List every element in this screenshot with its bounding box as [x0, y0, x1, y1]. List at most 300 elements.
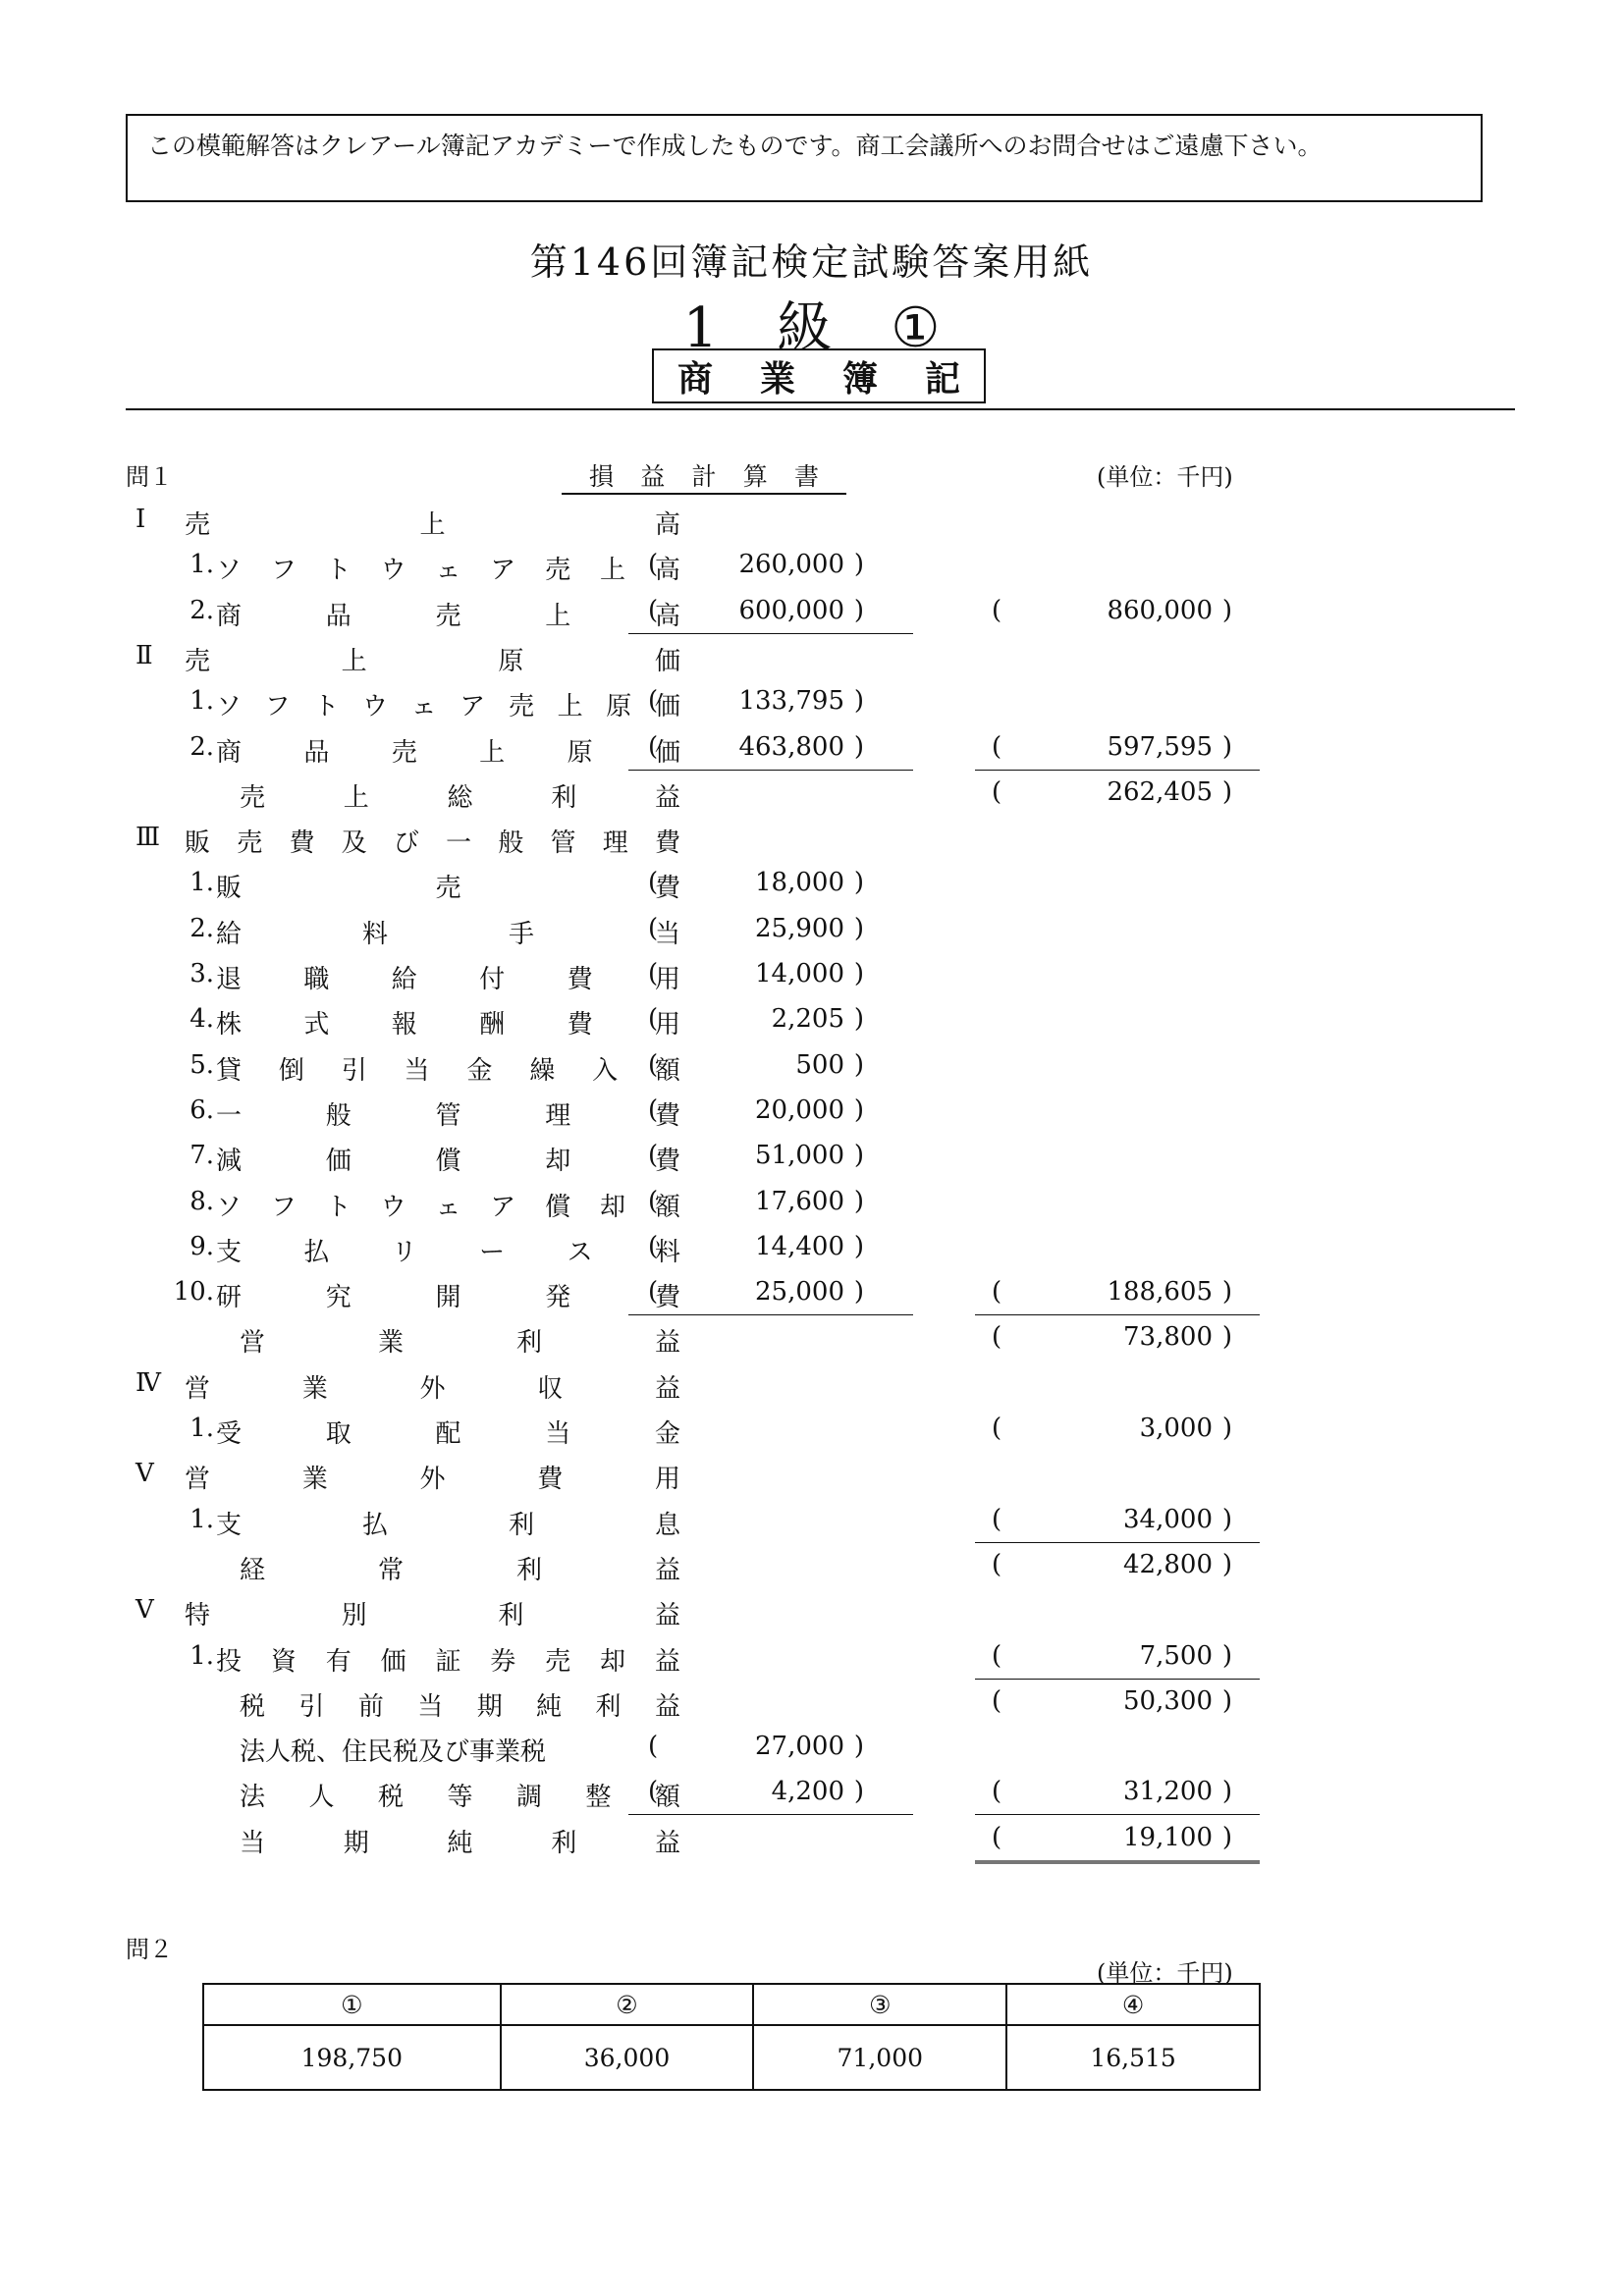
row-label-char: 配	[435, 1419, 461, 1449]
row-label-char: 営	[185, 1465, 211, 1495]
total-amount	[980, 1686, 1240, 1722]
statement-row	[126, 1681, 1265, 1726]
paren-open: (	[648, 1095, 659, 1125]
item-number: 10.	[173, 1277, 214, 1308]
row-label-char: び	[393, 828, 419, 859]
statement-row	[126, 908, 1265, 953]
row-label-char: 上	[341, 646, 367, 676]
statement-row	[126, 1817, 1265, 1862]
amount-value: 19,100	[1123, 1822, 1213, 1852]
answer-cell: 16,515	[1006, 2025, 1260, 2090]
row-label-char: 受	[216, 1419, 243, 1449]
header-cell: ②	[501, 1984, 754, 2025]
paren-close: )	[853, 550, 864, 580]
amount-value: 500	[795, 1049, 844, 1080]
paren-open: (	[648, 913, 659, 943]
q2-unit: (単位：千円)	[1097, 1959, 1233, 1987]
statement-row	[126, 590, 1265, 635]
paren-open: (	[992, 1777, 1002, 1807]
row-label	[216, 1050, 680, 1087]
row-label	[185, 641, 680, 677]
item-number: 9.	[189, 1231, 214, 1261]
statement-title-char: 益	[640, 462, 666, 491]
row-label-char: 取	[325, 1419, 352, 1449]
detail-amount	[636, 732, 872, 768]
statement-row	[126, 1135, 1265, 1180]
row-label-char: 費	[537, 1465, 564, 1495]
amount-value: 27,000	[755, 1732, 844, 1762]
row-label-char: 発	[545, 1283, 571, 1313]
row-label-char: 税	[377, 1783, 404, 1813]
row-label-char: ソ	[216, 692, 243, 722]
row-label-char: 商	[216, 601, 243, 631]
row-label-char: 当	[417, 1691, 444, 1722]
paren-open: (	[992, 1504, 1002, 1534]
paren-open: (	[992, 731, 1002, 762]
row-label-char: 外	[419, 1465, 446, 1495]
paren-close: )	[1221, 1640, 1232, 1671]
row-label-char: 高	[654, 601, 680, 631]
item-number: 6.	[189, 1095, 214, 1125]
paren-close: )	[853, 686, 864, 717]
paren-close: )	[1221, 731, 1232, 762]
q1-unit: (単位：千円)	[1097, 463, 1233, 491]
row-label-char: 上	[343, 782, 369, 813]
row-label-char: 前	[357, 1691, 384, 1722]
row-label-char: 給	[216, 919, 243, 949]
detail-amount	[636, 868, 872, 903]
row-label-char: 投	[216, 1646, 243, 1677]
paren-close: )	[1221, 1504, 1232, 1534]
row-label-char: 額	[654, 1783, 680, 1813]
row-label	[216, 1414, 680, 1450]
total-underline	[975, 1814, 1260, 1815]
row-label-char: 売	[237, 828, 263, 859]
row-label	[185, 1595, 680, 1631]
row-label-char: 及	[341, 828, 367, 859]
row-label-char: ェ	[410, 692, 437, 722]
row-label	[216, 1095, 680, 1132]
row-label-char: 費	[654, 1100, 680, 1131]
subtotal-underline	[628, 633, 913, 634]
row-label-char: 当	[240, 1828, 266, 1858]
row-label-char: 原	[567, 737, 593, 768]
answer-cell: 36,000	[501, 2025, 754, 2090]
row-label-char: 業	[301, 1373, 328, 1404]
amount-value: 188,605	[1107, 1277, 1213, 1308]
paren-close: )	[1221, 595, 1232, 625]
row-label-char: ソ	[216, 556, 243, 586]
row-label-char: 販	[185, 828, 211, 859]
paren-close: )	[853, 731, 864, 762]
row-label-char: 人	[308, 1783, 335, 1813]
row-label	[185, 1459, 680, 1495]
detail-amount	[636, 1232, 872, 1267]
row-label-char: 営	[185, 1373, 211, 1404]
row-label-char: 品	[303, 737, 330, 768]
item-number: 5.	[189, 1049, 214, 1080]
detail-amount	[636, 1277, 872, 1312]
statement-title-char: 算	[742, 462, 768, 491]
row-label-char: 業	[377, 1328, 404, 1359]
row-label-char: 法人税、住民税及び事業税	[240, 1737, 547, 1768]
answer-cell: 71,000	[753, 2025, 1006, 2090]
paren-open: (	[648, 1777, 659, 1807]
row-label-char: 支	[216, 1237, 243, 1267]
paren-close: )	[853, 1004, 864, 1035]
row-label	[216, 1277, 680, 1313]
row-label-char: 収	[537, 1373, 564, 1404]
statement-title-char: 損	[589, 462, 615, 491]
row-label-char: 法	[240, 1783, 266, 1813]
row-label	[240, 1550, 680, 1586]
paren-close: )	[1221, 1685, 1232, 1716]
row-label-char: フ	[264, 692, 291, 722]
row-label-char: 上	[557, 692, 583, 722]
item-number: 1.	[189, 1504, 214, 1534]
item-number: 1.	[189, 550, 214, 580]
row-label-char: ア	[490, 556, 516, 586]
total-amount	[980, 1414, 1240, 1449]
header-cell: ③	[753, 1984, 1006, 2025]
row-label-char: ェ	[435, 556, 461, 586]
statement-row	[126, 1226, 1265, 1271]
row-label-char: 支	[216, 1510, 243, 1540]
row-label-char: 職	[303, 965, 330, 994]
paren-open: (	[992, 1822, 1002, 1852]
row-label-char: 外	[419, 1373, 446, 1404]
subject-char: 業	[759, 358, 795, 400]
statement-row	[126, 772, 1265, 817]
row-label	[216, 914, 680, 950]
amount-value: 31,200	[1123, 1777, 1213, 1807]
statement-row	[126, 1771, 1265, 1816]
amount-value: 463,800	[738, 731, 844, 762]
paren-open: (	[992, 776, 1002, 807]
row-label-char: 高	[654, 556, 680, 586]
row-label-char: 整	[585, 1783, 612, 1813]
row-label-char: 売	[435, 601, 461, 631]
row-label-char: 上	[545, 601, 571, 631]
row-label-char: 開	[435, 1283, 461, 1313]
detail-amount	[636, 1777, 872, 1812]
amount-value: 14,400	[755, 1231, 844, 1261]
row-label-char: ウ	[361, 692, 388, 722]
row-label-char: ウ	[380, 556, 406, 586]
paren-close: )	[853, 868, 864, 898]
row-label-char: 酬	[479, 1010, 506, 1041]
row-label-char: 価	[325, 1147, 352, 1177]
statement-row	[126, 1408, 1265, 1453]
total-amount	[980, 1550, 1240, 1585]
statement-row	[126, 1499, 1265, 1544]
detail-amount	[636, 1141, 872, 1176]
paren-close: )	[853, 1231, 864, 1261]
row-label-char: 特	[185, 1601, 211, 1631]
section-numeral: Ⅲ	[135, 823, 161, 853]
row-label-char: 用	[654, 1465, 680, 1495]
total-amount	[980, 1505, 1240, 1540]
notice-text: この模範解答はクレアール簿記アカデミーで作成したものです。商工会議所へのお問合せはご遠慮下さい。	[147, 132, 1323, 160]
detail-amount	[636, 1732, 872, 1767]
paren-open: (	[648, 1004, 659, 1035]
section-numeral: Ⅴ	[135, 1459, 154, 1489]
row-label-char: 引	[341, 1055, 367, 1086]
paren-open: (	[648, 731, 659, 762]
statement-row	[126, 1453, 1265, 1498]
row-label-char: 利	[515, 1555, 542, 1585]
item-number: 1.	[189, 868, 214, 898]
row-label-char: 上	[600, 556, 626, 586]
row-label-char: リ	[391, 1237, 417, 1267]
row-label	[216, 686, 680, 722]
paren-close: )	[1221, 1822, 1232, 1852]
row-label-char: フ	[270, 556, 297, 586]
paren-open: (	[648, 959, 659, 988]
row-label-char: ア	[490, 1192, 516, 1222]
row-label	[216, 868, 680, 904]
total-underline	[975, 770, 1260, 771]
row-label-char: 付	[479, 965, 506, 994]
paren-open: (	[992, 1322, 1002, 1353]
amount-value: 20,000	[755, 1095, 844, 1125]
row-label-char: 益	[654, 1601, 680, 1631]
paren-open: (	[648, 1186, 659, 1216]
row-label-char: 利	[551, 1828, 577, 1858]
statement-row	[126, 680, 1265, 725]
paren-close: )	[853, 1095, 864, 1125]
header-cell: ①	[203, 1984, 501, 2025]
row-label-char: 販	[216, 874, 243, 904]
statement-row	[126, 1362, 1265, 1408]
paren-open: (	[648, 595, 659, 625]
paren-open: (	[992, 1277, 1002, 1308]
row-label-char: 費	[654, 1283, 680, 1313]
paren-open: (	[992, 1685, 1002, 1716]
row-label-char: 常	[377, 1555, 404, 1585]
row-label-char: ー	[479, 1237, 506, 1267]
amount-value: 17,600	[755, 1186, 844, 1216]
amount-value: 2,205	[771, 1004, 844, 1035]
table-row	[203, 2025, 1260, 2090]
row-label-char: フ	[270, 1192, 297, 1222]
row-label-char: 売	[240, 782, 266, 813]
row-label-char: 税	[240, 1691, 266, 1722]
row-label-char: 一	[216, 1100, 243, 1131]
row-label-char: 金	[654, 1419, 680, 1449]
row-label-char: 利	[551, 782, 577, 813]
item-number: 2.	[189, 913, 214, 943]
row-label-char: 株	[216, 1010, 243, 1041]
row-label	[216, 959, 680, 995]
statement-row	[126, 726, 1265, 772]
row-label-char: 入	[592, 1055, 619, 1086]
total-amount	[980, 596, 1240, 631]
total-amount	[980, 777, 1240, 813]
row-label-char: 期	[343, 1828, 369, 1858]
exam-title: 第146回簿記検定試験答案用紙	[529, 240, 1094, 284]
row-label-char: 利	[515, 1328, 542, 1359]
row-label-char: 払	[361, 1510, 388, 1540]
total-amount	[980, 1641, 1240, 1677]
paren-open: (	[648, 868, 659, 898]
row-label	[240, 777, 680, 814]
row-label-char: 等	[447, 1783, 473, 1813]
section-numeral: Ⅴ	[135, 1595, 154, 1626]
row-label-char: ス	[567, 1237, 593, 1267]
row-label-char: 益	[654, 1828, 680, 1858]
paren-open: (	[992, 1414, 1002, 1443]
statement-row	[126, 1589, 1265, 1634]
row-label-char: 退	[216, 965, 243, 994]
row-label-char: ソ	[216, 1192, 243, 1222]
statement-row	[126, 1726, 1265, 1771]
row-label	[185, 823, 680, 859]
detail-amount	[636, 596, 872, 631]
statement-row	[126, 544, 1265, 589]
paren-open: (	[648, 1732, 659, 1762]
paren-open: (	[648, 1231, 659, 1261]
item-number: 1.	[189, 1640, 214, 1671]
row-label-char: 繰	[529, 1055, 556, 1086]
amount-value: 73,800	[1123, 1322, 1213, 1353]
row-label-char: 益	[654, 1691, 680, 1722]
row-label-char: 般	[325, 1100, 352, 1131]
row-label-char: 当	[404, 1055, 430, 1086]
row-label	[216, 550, 680, 586]
total-amount	[980, 1777, 1240, 1812]
amount-value: 42,800	[1123, 1549, 1213, 1579]
paren-close: )	[853, 1777, 864, 1807]
row-label-char: 純	[447, 1828, 473, 1858]
paren-open: (	[648, 1141, 659, 1171]
row-label-char: 額	[654, 1055, 680, 1086]
subtotal-underline	[628, 770, 913, 771]
amount-value: 51,000	[755, 1141, 844, 1171]
paren-open: (	[648, 1049, 659, 1080]
amount-value: 597,595	[1107, 731, 1213, 762]
row-label-char: 費	[654, 1147, 680, 1177]
row-label-char: 価	[654, 737, 680, 768]
paren-close: )	[853, 1732, 864, 1762]
row-label-char: 利	[498, 1601, 524, 1631]
row-label-char: ア	[460, 692, 486, 722]
paren-close: )	[853, 1141, 864, 1171]
statement-title	[562, 457, 846, 495]
notice-box	[126, 114, 1483, 202]
paren-close: )	[853, 595, 864, 625]
row-label-char: 手	[508, 919, 534, 949]
row-label-char: 理	[545, 1100, 571, 1131]
row-label-char: 上	[419, 510, 446, 540]
table-header-row	[203, 1984, 1260, 2025]
row-label-char: 利	[595, 1691, 622, 1722]
row-label-char: 純	[536, 1691, 563, 1722]
row-label-char: 経	[240, 1555, 266, 1585]
detail-amount	[636, 914, 872, 949]
item-number: 3.	[189, 959, 214, 988]
row-label-char: ト	[325, 556, 352, 586]
item-number: 8.	[189, 1186, 214, 1216]
section-numeral: Ⅰ	[135, 505, 146, 534]
paren-close: )	[1221, 776, 1232, 807]
amount-value: 262,405	[1107, 776, 1213, 807]
statement-row	[126, 1044, 1265, 1090]
statement-row	[126, 953, 1265, 998]
row-label-char: 却	[545, 1147, 571, 1177]
row-label-char: 価	[380, 1646, 406, 1677]
row-label	[240, 1322, 680, 1359]
subject-char: 商	[676, 358, 713, 400]
row-label-char: 証	[435, 1646, 461, 1677]
row-label	[185, 1368, 680, 1405]
item-number: 2.	[189, 731, 214, 762]
amount-value: 25,900	[755, 913, 844, 943]
paren-open: (	[992, 1549, 1002, 1579]
row-label-char: 料	[361, 919, 388, 949]
item-number: 1.	[189, 1414, 214, 1443]
detail-amount	[636, 1095, 872, 1131]
paren-open: (	[648, 1277, 659, 1308]
row-label-char: 売	[545, 556, 571, 586]
detail-amount	[636, 1004, 872, 1040]
row-label	[216, 1505, 680, 1541]
amount-value: 7,500	[1139, 1640, 1213, 1671]
row-label-char: 価	[654, 646, 680, 676]
row-label-char: 式	[303, 1010, 330, 1041]
row-label	[216, 1004, 680, 1041]
subject-char: 簿	[841, 358, 878, 400]
row-label-char: 用	[654, 965, 680, 994]
row-label-char: 売	[435, 874, 461, 904]
grade-mark: ①	[891, 296, 941, 360]
paren-close: )	[853, 913, 864, 943]
total-amount	[980, 1277, 1240, 1312]
row-label-char: 売	[185, 510, 211, 540]
item-number: 2.	[189, 595, 214, 625]
paren-close: )	[853, 1277, 864, 1308]
grade-level: 1	[682, 296, 719, 360]
total-amount	[980, 1322, 1240, 1358]
paren-close: )	[853, 1049, 864, 1080]
row-label-char: 当	[545, 1419, 571, 1449]
total-amount	[980, 732, 1240, 768]
row-label	[216, 1232, 680, 1268]
paren-open: (	[992, 1640, 1002, 1671]
answer-cell: 198,750	[203, 2025, 501, 2090]
row-label	[240, 1732, 680, 1768]
paren-close: )	[1221, 1549, 1232, 1579]
row-label-char: ェ	[435, 1192, 461, 1222]
row-label-char: 売	[185, 646, 211, 676]
item-number: 1.	[189, 686, 214, 717]
row-label	[240, 1686, 680, 1723]
paren-close: )	[853, 959, 864, 988]
row-label	[216, 596, 680, 632]
row-label-char: 額	[654, 1192, 680, 1222]
amount-value: 3,000	[1139, 1414, 1213, 1443]
row-label-char: 益	[654, 1373, 680, 1404]
row-label-char: 引	[298, 1691, 325, 1722]
statement-row	[126, 1316, 1265, 1362]
row-label-char: 売	[545, 1646, 571, 1677]
statement-title-char: 計	[691, 462, 717, 491]
row-label-char: 益	[654, 1646, 680, 1677]
row-label-char: 品	[325, 601, 352, 631]
row-label-char: 理	[602, 828, 628, 859]
subtotal-underline	[628, 1314, 913, 1315]
row-label-char: 管	[435, 1100, 461, 1131]
